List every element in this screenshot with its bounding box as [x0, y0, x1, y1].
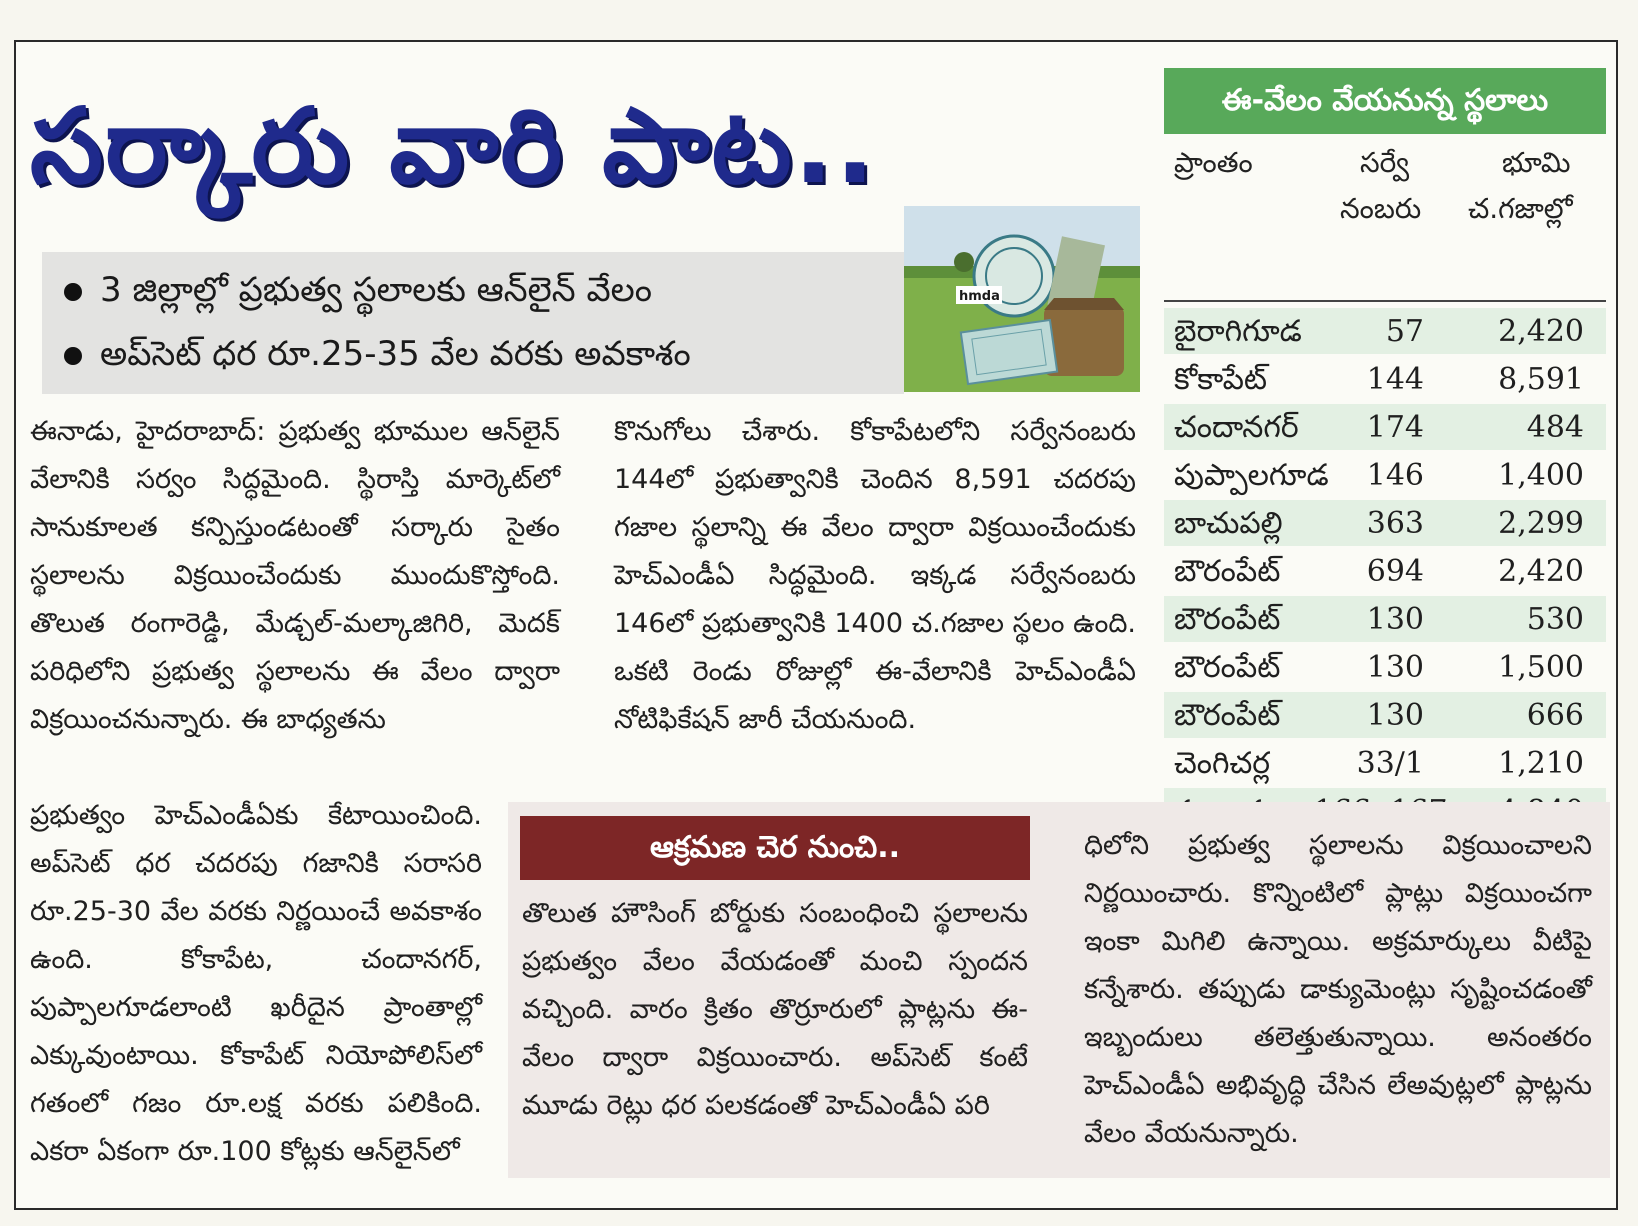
cell-area: పుప్పాలగూడ	[1174, 458, 1329, 493]
cell-land: 2,420	[1498, 314, 1584, 349]
table-row	[1164, 356, 1606, 402]
article-paragraph: ప్రభుత్వం హెచ్ఎండీఏకు కేటాయించింది. అప్‌సెట్ ధర చదరపు గజానికి సరాసరి రూ.25-30 వేల వరకు నిర్ణయించే అవకాశం ఉంది. కోకాపేట, చందానగర్, పుప్పాలగూడలాంటి ఖరీదైన ప్రాంతాల్లో ఎక్కువుంటాయి. కోకాపేట్ నియోపోలిస్‌లో గతంలో గజం రూ.లక్ష వరకు పలికింది. ఎకరా ఏకంగా రూ.100 కోట్లకు ఆన్‌లైన్‌లో	[30, 800, 482, 1167]
sidebar-paragraph: ధిలోని ప్రభుత్వ స్థలాలను విక్రయించాలని నిర్ణయించారు. కొన్నింటిలో ప్లాట్లు విక్రయించగా ఇంకా మిగిలి ఉన్నాయి. అక్రమార్కులు వీటిపై కన్నేశారు. తప్పుడు డాక్యుమెంట్లు సృష్టించడంతో ఇబ్బందులు తలెత్తుతున్నాయి. అనంతరం హెచ్ఎండీఏ అభివృద్ధి చేసిన లేఅవుట్లలో ప్లాట్లను వేలం వేయనున్నారు.	[1084, 830, 1592, 1149]
bullet-text: అప్‌సెట్ ధర రూ.25-35 వేల వరకు అవకాశం	[100, 334, 691, 374]
article-paragraph: కొనుగోలు చేశారు. కోకాపేటలోని సర్వేనంబరు 144లో ప్రభుత్వానికి చెందిన 8,591 చదరపు గజాల స్థలాన్ని ఈ వేలం ద్వారా విక్రయించేందుకు హెచ్ఎండీఏ సిద్ధమైంది. ఇక్కడ సర్వేనంబరు 146లో ప్రభుత్వానికి 1400 చ.గజాల స్థలం ఉంది. ఒకటి రెండు రోజుల్లో ఈ-వేలానికి హెచ్ఎండీఏ నోటిఫికేషన్ జారీ చేయనుంది.	[614, 416, 1136, 735]
table-row	[1164, 692, 1606, 738]
cell-survey: 363	[1366, 506, 1424, 541]
bullet-item	[64, 334, 691, 382]
sidebar-box-heading: ఆక్రమణ చెర నుంచి..	[520, 816, 1030, 880]
sidebar-column-right	[1084, 822, 1592, 1158]
cell-survey: 57	[1385, 314, 1424, 349]
bullet-box	[42, 252, 904, 394]
cell-area: చందానగర్	[1174, 410, 1299, 445]
table-divider	[1164, 300, 1606, 302]
cell-survey: 130	[1366, 698, 1424, 733]
cell-survey: 144	[1366, 362, 1424, 397]
cell-area: బైరాగిగూడ	[1174, 314, 1302, 349]
table-row	[1164, 308, 1606, 354]
table-title: ఈ-వేలం వేయనున్న స్థలాలు	[1164, 68, 1606, 134]
cell-land: 2,420	[1498, 554, 1584, 589]
cell-land: 484	[1526, 410, 1584, 445]
bullet-item	[64, 270, 652, 318]
header-area: ప్రాంతం	[1174, 146, 1253, 179]
table-row	[1164, 548, 1606, 594]
cell-land: 1,500	[1498, 650, 1584, 685]
cell-survey: 130	[1366, 602, 1424, 637]
cell-area: బాచుపల్లి	[1174, 506, 1283, 541]
bullet-text: 3 జిల్లాల్లో ప్రభుత్వ స్థలాలకు ఆన్‌లైన్ వేలం	[100, 270, 652, 310]
sidebar-paragraph: తొలుత హౌసింగ్ బోర్డుకు సంబంధించి స్థలాలను ప్రభుత్వం వేలం వేయడంతో మంచి స్పందన వచ్చింది. వారం క్రితం తొర్రూరులో ప్లాట్లను ఈ-వేలం ద్వారా విక్రయించారు. అప్‌సెట్ కంటే మూడు రెట్లు ధర పలకడంతో హెచ్ఎండీఏ పరి	[522, 898, 1028, 1121]
header-survey: నంబరు	[1340, 192, 1422, 225]
table-row	[1164, 452, 1606, 498]
cell-survey: 130	[1366, 650, 1424, 685]
sidebar-column-left	[522, 890, 1028, 1130]
cell-survey: 694	[1366, 554, 1424, 589]
land-photo	[904, 206, 1140, 392]
cell-survey: 33/1	[1356, 746, 1424, 781]
article-column-2	[614, 408, 1136, 744]
article-column-1-continued	[30, 792, 482, 1176]
cell-land: 1,400	[1498, 458, 1584, 493]
table-row	[1164, 740, 1606, 786]
table-row	[1164, 644, 1606, 690]
auction-sites-table	[1164, 68, 1606, 781]
cell-land: 1,210	[1498, 746, 1584, 781]
table-row	[1164, 500, 1606, 546]
table-row	[1164, 596, 1606, 642]
cell-area: బౌరంపేట్	[1174, 698, 1281, 733]
cell-area: కోకాపేట్	[1174, 362, 1268, 397]
cell-land: 530	[1526, 602, 1584, 637]
cell-survey: 146	[1366, 458, 1424, 493]
cell-land: 8,591	[1498, 362, 1584, 397]
headline: సర్కారు వారి పాట..	[30, 85, 877, 207]
cell-area: చెంగిచర్ల	[1174, 746, 1271, 781]
header-land: భూమి	[1502, 146, 1571, 179]
cell-area: బౌరంపేట్	[1174, 602, 1281, 637]
article-column-1	[30, 408, 560, 744]
bullet-icon	[64, 283, 82, 301]
cell-land: 666	[1526, 698, 1584, 733]
header-land: చ.గజాల్లో	[1468, 192, 1573, 225]
hmda-logo-text: hmda	[959, 289, 1000, 304]
header-survey: సర్వే	[1360, 146, 1410, 179]
article-paragraph: ఈనాడు, హైదరాబాద్: ప్రభుత్వ భూముల ఆన్‌లైన్ వేలానికి సర్వం సిద్ధమైంది. స్థిరాస్తి మార్కెట్‌లో సానుకూలత కన్పిస్తుండటంతో సర్కారు సైతం స్థలాలను విక్రయించేందుకు ముందుకొస్తోంది. తొలుత రంగారెడ్డి, మేడ్చల్-మల్కాజిగిరి, మెదక్ పరిధిలోని ప్రభుత్వ స్థలాలను ఈ వేలం ద్వారా విక్రయించనున్నారు. ఈ బాధ్యతను	[30, 416, 560, 735]
table-row	[1164, 404, 1606, 450]
cell-area: బౌరంపేట్	[1174, 650, 1281, 685]
cell-area: బౌరంపేట్	[1174, 554, 1281, 589]
cell-land: 2,299	[1498, 506, 1584, 541]
bullet-icon	[64, 347, 82, 365]
cell-survey: 174	[1366, 410, 1424, 445]
